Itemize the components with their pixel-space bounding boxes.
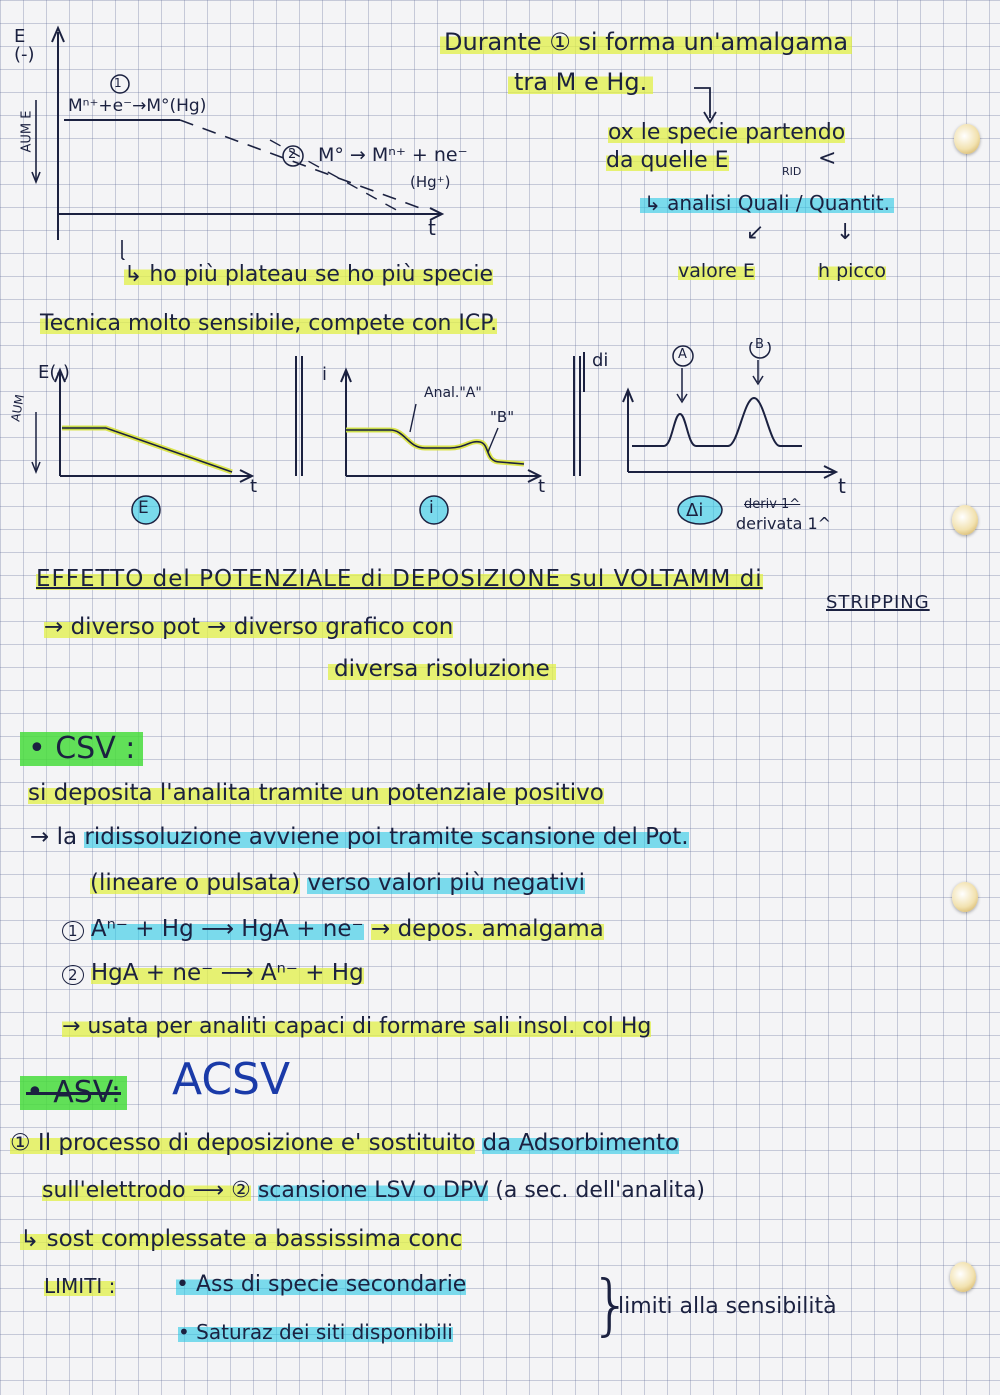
effect-title xyxy=(36,568,763,591)
csv-line2-prefix: → la xyxy=(30,824,78,850)
note-amalgam-line1-text: Durante ① si forma un'amalgama xyxy=(440,28,852,56)
acsv-limits-label-text: LIMITI : xyxy=(44,1274,116,1298)
plateau-note xyxy=(124,264,493,286)
note-analysis-line-text: ↳ analisi Quali / Quantit. xyxy=(640,191,894,215)
acsv-heading: ACSV xyxy=(172,1054,291,1105)
note-peak-height-text: h picco xyxy=(818,260,886,282)
acsv-line1 xyxy=(10,1132,679,1155)
graph-di-axes xyxy=(568,342,868,532)
graph-di-crossed-word: deriv 1^ xyxy=(744,497,801,512)
csv-line4 xyxy=(62,1016,651,1038)
acsv-limits-brace: } xyxy=(590,1266,632,1343)
binder-hole xyxy=(952,882,978,912)
acsv-line1-text: ① Il processo di deposizione e' sostituito xyxy=(10,1130,476,1156)
graph-1-x-label: t xyxy=(428,216,436,240)
graph-di-caption: Δi xyxy=(686,500,704,521)
note-amalgam-line2 xyxy=(508,70,653,94)
graph-e-y-arrow-label: AUM xyxy=(8,393,27,423)
acsv-limit1-text: • Ass di specie secondarie xyxy=(176,1272,467,1297)
graph-1-y-label: E (-) xyxy=(14,26,35,65)
csv-eq2-text: HgA + ne⁻ ⟶ Aⁿ⁻ + Hg xyxy=(90,960,364,986)
technique-note-text: Tecnica molto sensibile, compete con ICP. xyxy=(40,311,498,336)
graph-di-y-label: di xyxy=(592,350,609,371)
acsv-line2-highlight: scansione LSV o DPV xyxy=(257,1178,489,1203)
graph-i-analyte-b: "B" xyxy=(490,408,515,426)
csv-line3-text: verso valori più negativi xyxy=(307,870,586,896)
acsv-limit1 xyxy=(176,1274,466,1296)
graph-1-step1-number: 1 xyxy=(114,76,122,90)
note-erid-symbol: < xyxy=(818,146,837,171)
note-value-e xyxy=(678,262,755,281)
note-arrow-left: ↙ xyxy=(746,220,765,245)
csv-eq1-note: → depos. amalgama xyxy=(370,916,604,942)
note-peak-height xyxy=(818,262,886,281)
csv-line3-prefix: (lineare o pulsata) xyxy=(90,870,301,896)
graph-1-axes xyxy=(0,0,480,260)
note-erid-line xyxy=(606,150,729,172)
note-value-e-text: valore E xyxy=(678,260,755,282)
csv-line3 xyxy=(90,872,585,895)
csv-line1 xyxy=(28,782,604,805)
note-erid-subscript: RID xyxy=(782,165,802,178)
effect-title-end: STRIPPING xyxy=(826,592,930,613)
effect-title-text: EFFETTO del POTENZIALE di DEPOSIZIONE sul VOLTAMM di xyxy=(36,566,763,592)
acsv-limits-label xyxy=(44,1276,115,1296)
csv-eq1-text: Aⁿ⁻ + Hg ⟶ HgA + ne⁻ xyxy=(90,916,364,942)
graph-i-y-label: i xyxy=(322,364,328,385)
acsv-line1-highlight: da Adsorbimento xyxy=(482,1130,680,1156)
acsv-line3-text: ↳ sost complessate a bassissima conc xyxy=(20,1226,463,1252)
effect-line2 xyxy=(328,658,556,681)
graph-i-caption: i xyxy=(429,498,434,518)
graph-di-peak-a: A xyxy=(678,347,687,362)
binder-hole xyxy=(952,505,978,535)
note-amalgam-line1 xyxy=(440,30,852,54)
graph-e-y-label: E(-) xyxy=(38,362,70,383)
graph-1-y-arrow-label: AUM E xyxy=(19,110,35,153)
graph-di-peak-b: B xyxy=(755,337,764,352)
acsv-limit2 xyxy=(178,1322,453,1342)
graph-e-x-label: t xyxy=(250,476,258,497)
acsv-line2-note: (a sec. dell'analita) xyxy=(495,1178,706,1203)
csv-eq2-number: 2 xyxy=(62,965,84,985)
acsv-limits-note: limiti alla sensibilità xyxy=(618,1294,837,1319)
acsv-crossed-heading: • ASV: xyxy=(20,1076,127,1110)
graph-di-x-label: t xyxy=(838,474,846,498)
note-erid-line-text: da quelle E xyxy=(606,148,729,173)
acsv-limit2-text: • Saturaz dei siti disponibili xyxy=(178,1320,453,1344)
graph-i-analyte-a: Anal."A" xyxy=(424,385,482,401)
note-ox-line xyxy=(608,122,845,144)
binder-hole xyxy=(950,1262,976,1292)
graph-e-caption: E xyxy=(138,498,149,518)
acsv-line2 xyxy=(42,1180,705,1202)
csv-line2-text: ridissoluzione avviene poi tramite scansione del Pot. xyxy=(84,824,689,850)
csv-line1-text: si deposita l'analita tramite un potenziale positivo xyxy=(28,780,604,806)
graph-i-x-label: t xyxy=(538,476,546,497)
csv-equation2 xyxy=(62,962,364,985)
csv-eq1-number: 1 xyxy=(62,921,84,941)
csv-heading: • CSV : xyxy=(20,732,143,766)
graph-1-step2-equation: M° → Mⁿ⁺ + ne⁻ xyxy=(318,144,468,166)
graph-1-step2-subscript: (Hg⁺) xyxy=(410,173,451,191)
acsv-line3 xyxy=(20,1228,462,1251)
note-amalgam-line2-text: tra M e Hg. xyxy=(508,68,653,96)
graph-di-derivative-note: derivata 1^ xyxy=(736,514,832,533)
note-arrow-right: ↓ xyxy=(836,220,855,245)
plateau-note-text: ↳ ho più plateau se ho più specie xyxy=(124,262,494,287)
csv-line4-text: → usata per analiti capaci di formare sali insol. col Hg xyxy=(62,1014,652,1039)
technique-note xyxy=(40,313,497,335)
graph-1-step1-equation: Mⁿ⁺+e⁻→M°(Hg) xyxy=(68,96,207,116)
acsv-line2-text: sull'elettrodo ⟶ ② xyxy=(42,1178,251,1203)
note-analysis-line xyxy=(640,193,894,213)
effect-line1 xyxy=(44,616,453,639)
csv-equation1 xyxy=(62,918,604,941)
note-ox-line-text: ox le specie partendo xyxy=(608,120,846,145)
csv-line2 xyxy=(30,826,689,849)
graph-i-axes xyxy=(290,352,560,532)
binder-hole xyxy=(954,124,980,154)
effect-line1-text: → diverso pot → diverso grafico con xyxy=(44,614,454,640)
effect-line2-text: diversa risoluzione xyxy=(328,656,556,682)
graph-1-step2-number: 2 xyxy=(288,147,297,162)
